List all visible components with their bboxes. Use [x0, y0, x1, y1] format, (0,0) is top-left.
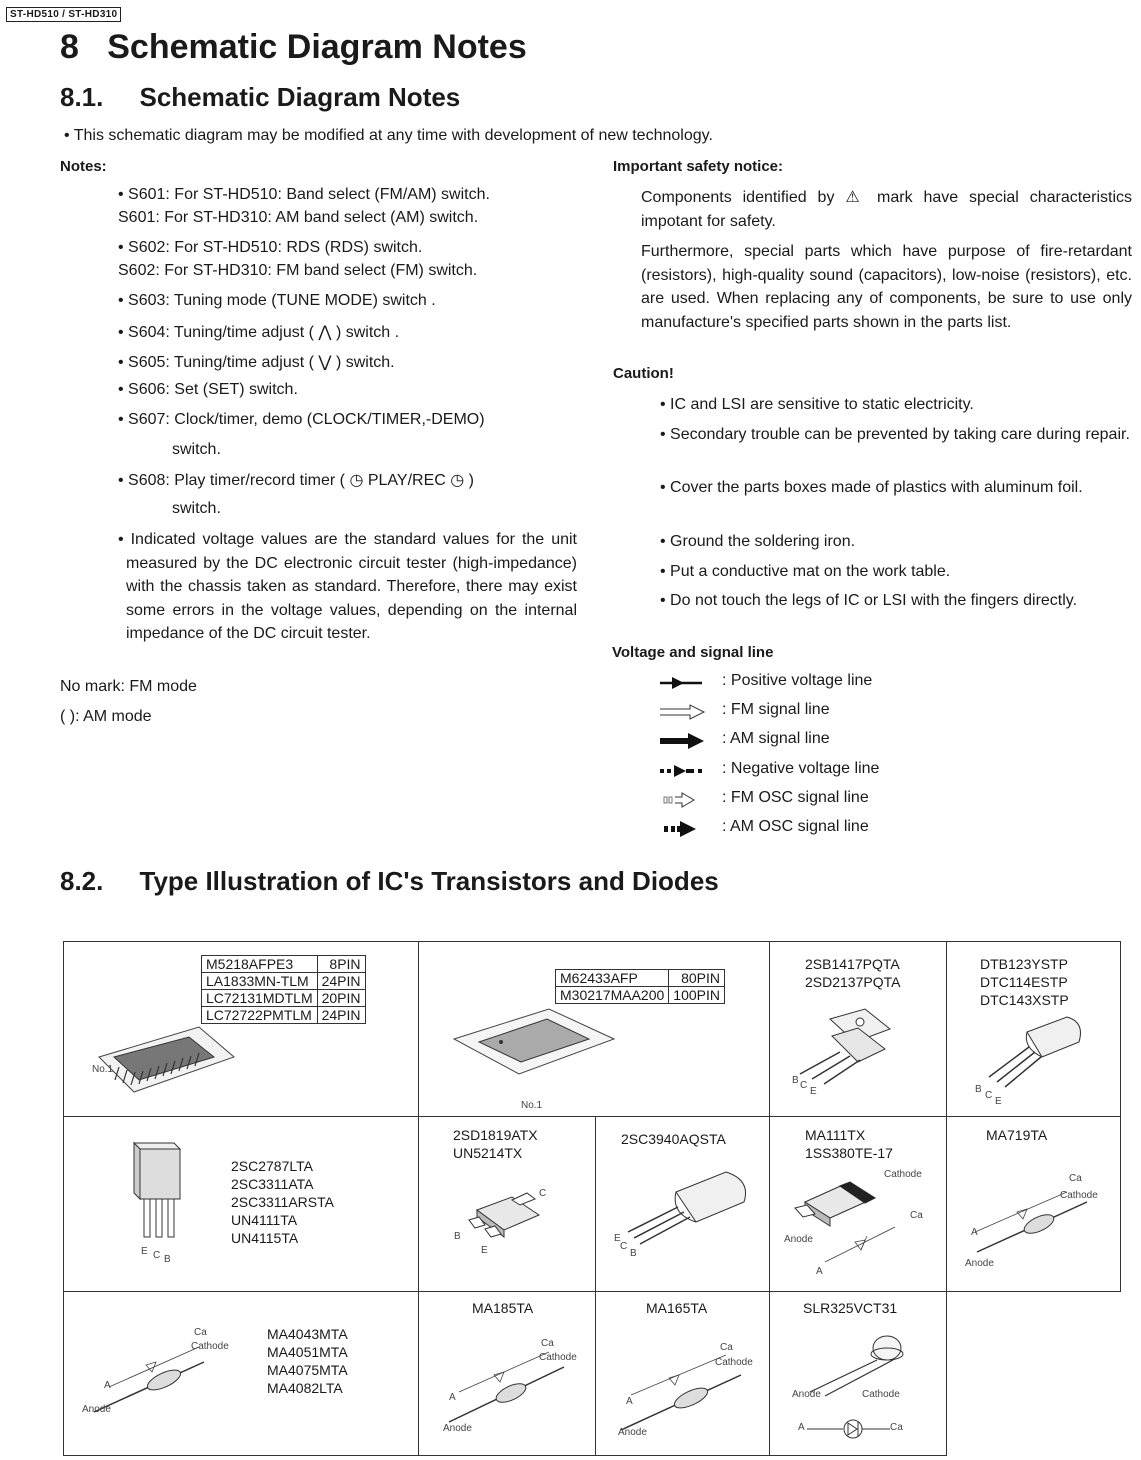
cathode-label: Cathode	[539, 1352, 577, 1363]
pin-e: E	[995, 1096, 1002, 1107]
pin-c: C	[985, 1090, 993, 1101]
note-s608-cont: switch.	[172, 500, 221, 517]
section-heading-8-2: 8.2. Type Illustration of IC's Transistors and Diodes	[60, 866, 719, 896]
ic-pins: 24PIN	[317, 973, 365, 990]
ic-table-2	[555, 969, 725, 1004]
pin-c: C	[153, 1250, 161, 1261]
part-list: MA4043MTA MA4051MTA MA4075MTA MA4082LTA	[267, 1326, 348, 1396]
cell-d5	[595, 1291, 770, 1456]
cathode-label: Cathode	[191, 1341, 229, 1352]
ic-pins: 24PIN	[317, 1007, 365, 1024]
note-s606: • S606: Set (SET) switch.	[118, 381, 298, 398]
caution-item: • Secondary trouble can be prevented by taking care during repair.	[660, 426, 1130, 443]
note-s601-hd510: • S601: For ST-HD510: Band select (FM/AM) switch.	[118, 186, 490, 203]
fm-signal-line-icon	[660, 703, 706, 721]
transistor-to92-illustration	[977, 1012, 1097, 1097]
anode-label: Anode	[443, 1423, 472, 1434]
pin-b: B	[630, 1248, 637, 1259]
ca-label: Ca	[890, 1422, 903, 1433]
cell-d3	[63, 1291, 419, 1456]
model-tag: ST-HD510 / ST-HD310	[6, 7, 121, 22]
part-list: MA719TA	[986, 1127, 1048, 1143]
caution-label: Caution!	[613, 365, 674, 382]
qfp-ic-illustration	[449, 1004, 619, 1104]
cell-ic-group-1	[63, 941, 419, 1117]
part-list: MA111TX 1SS380TE-17	[805, 1127, 893, 1161]
legend-label: : FM OSC signal line	[722, 789, 869, 806]
pin-b: B	[792, 1075, 799, 1086]
safety-paragraph-2: Furthermore, special parts which have purpose of fire-retardant (resistors), high-quality sound (capacitors), low-noise (resistors), etc. are used. When replacing any of components, be sure to use only manufacture's specified parts shown in the parts list.	[641, 243, 1132, 331]
section-heading-8-1: 8.1. Schematic Diagram Notes	[60, 82, 461, 112]
fm-osc-signal-line-icon	[660, 791, 706, 809]
anode-label: Anode	[618, 1427, 647, 1438]
cell-tr4	[418, 1116, 596, 1292]
part-list: 2SC3940AQSTA	[621, 1131, 726, 1147]
intro-text: • This schematic diagram may be modified at any time with development of new technology.	[64, 127, 713, 144]
cell-d6	[769, 1291, 947, 1456]
part-list: SLR325VCT31	[803, 1300, 898, 1316]
anode-label: Anode	[784, 1234, 813, 1245]
ic-part: LC72131MDTLM	[202, 990, 318, 1007]
ca-label: Ca	[720, 1342, 733, 1353]
negative-voltage-line-icon	[660, 762, 706, 780]
ic-part: LC72722PMTLM	[202, 1007, 318, 1024]
note-s602-hd310: S602: For ST-HD310: FM band select (FM) switch.	[118, 262, 478, 279]
ca-label: Ca	[541, 1338, 554, 1349]
note-s604: • S604: Tuning/time adjust ( ⋀ ) switch .	[118, 324, 400, 341]
table-row	[202, 1007, 366, 1024]
am-mode-note: ( ): AM mode	[60, 708, 152, 725]
notes-label: Notes:	[60, 158, 107, 175]
table-row	[556, 987, 725, 1004]
caution-item: • Do not touch the legs of IC or LSI with the fingers directly.	[660, 592, 1078, 609]
ic-pins: 80PIN	[669, 970, 725, 987]
part-list: 2SD1819ATX UN5214TX	[453, 1127, 538, 1161]
table-row	[202, 956, 366, 973]
cell-tr2	[946, 941, 1121, 1117]
caution-item: • IC and LSI are sensitive to static electricity.	[660, 396, 974, 413]
pin-c: C	[620, 1241, 628, 1252]
voltage-note: • Indicated voltage values are the standard values for the unit measured by the DC electronic circuit tester (high-impedance) with the chassis taken as standard. Therefore, there may exist some errors in the voltage values, depending on the internal impedance of the DC circuit tester.	[118, 531, 577, 642]
legend-label: : Positive voltage line	[722, 672, 873, 689]
transistor-power-illustration	[790, 1004, 910, 1094]
anode-label: Anode	[792, 1389, 821, 1400]
pin-b: B	[975, 1084, 982, 1095]
anode-label: Anode	[82, 1404, 111, 1415]
pin-b: B	[164, 1254, 171, 1265]
cathode-label: Cathode	[862, 1389, 900, 1400]
pin-1-label: No.1	[521, 1100, 543, 1111]
caution-item: • Ground the soldering iron.	[660, 533, 856, 550]
a-label: A	[104, 1380, 111, 1391]
caution-item: • Cover the parts boxes made of plastics with aluminum foil.	[660, 479, 1083, 496]
diode-smd-illustration	[785, 1172, 935, 1282]
cell-tr5	[595, 1116, 770, 1292]
pin-e: E	[810, 1086, 817, 1097]
ca-label: Ca	[194, 1327, 207, 1338]
cell-d4	[418, 1291, 596, 1456]
ic-part: M5218AFPE3	[202, 956, 318, 973]
note-s607: • S607: Clock/timer, demo (CLOCK/TIMER,-DEMO)	[118, 411, 485, 428]
cell-d1	[769, 1116, 947, 1292]
safety-label: Important safety notice:	[613, 158, 784, 175]
cell-tr1	[769, 941, 947, 1117]
a-label: A	[449, 1392, 456, 1403]
legend-label: : FM signal line	[722, 701, 830, 718]
a-label: A	[971, 1227, 978, 1238]
legend-label: : AM OSC signal line	[722, 818, 869, 835]
a-label: A	[798, 1422, 805, 1433]
pin-e: E	[481, 1245, 488, 1256]
no-mark-note: No mark: FM mode	[60, 678, 197, 695]
ic-pins: 20PIN	[317, 990, 365, 1007]
note-s608: • S608: Play timer/record timer ( ◷ PLAY/REC ◷ )	[118, 472, 474, 489]
safety-paragraph-1: Components identified by ⚠ mark have special characteristics impotant for safety.	[641, 189, 1132, 230]
ic-pins: 100PIN	[669, 987, 725, 1004]
ic-part: M30217MAA200	[556, 987, 669, 1004]
am-signal-line-icon	[660, 732, 706, 750]
pin-c: C	[539, 1188, 547, 1199]
ic-part: M62433AFP	[556, 970, 669, 987]
ic-pins: 8PIN	[317, 956, 365, 973]
part-list: 2SC2787LTA 2SC3311ATA 2SC3311ARSTA UN4111TA UN4115TA	[231, 1158, 334, 1246]
cathode-label: Cathode	[884, 1169, 922, 1180]
ic-part: LA1833MN-TLM	[202, 973, 318, 990]
sop-ic-illustration	[89, 1022, 239, 1102]
am-osc-signal-line-icon	[660, 820, 706, 838]
ca-label: Ca	[1069, 1173, 1082, 1184]
positive-voltage-line-icon	[660, 674, 702, 692]
ic-table-1	[201, 955, 366, 1024]
a-label: A	[816, 1266, 823, 1277]
note-s602-hd510: • S602: For ST-HD510: RDS (RDS) switch.	[118, 239, 423, 256]
cell-ic-group-2	[418, 941, 770, 1117]
note-s603: • S603: Tuning mode (TUNE MODE) switch .	[118, 292, 436, 309]
page-title: 8 Schematic Diagram Notes	[60, 28, 527, 66]
part-list: DTB123YSTP DTC114ESTP DTC143XSTP	[980, 956, 1069, 1008]
a-label: A	[626, 1396, 633, 1407]
legend-label: : Negative voltage line	[722, 760, 880, 777]
table-row	[202, 990, 366, 1007]
pin-c: C	[800, 1080, 808, 1091]
caution-item: • Put a conductive mat on the work table.	[660, 563, 951, 580]
cell-d2	[946, 1116, 1121, 1292]
note-s601-hd310: S601: For ST-HD310: AM band select (AM) switch.	[118, 209, 479, 226]
pin-b: B	[454, 1231, 461, 1242]
pin-e: E	[614, 1233, 621, 1244]
cathode-label: Cathode	[715, 1357, 753, 1368]
part-list: MA165TA	[646, 1300, 708, 1316]
table-row	[202, 973, 366, 990]
cell-tr3	[63, 1116, 419, 1292]
transistor-flat-illustration	[126, 1139, 196, 1259]
legend-label: : AM signal line	[722, 730, 830, 747]
table-row	[556, 970, 725, 987]
anode-label: Anode	[965, 1258, 994, 1269]
pin-e: E	[141, 1246, 148, 1257]
transistor-to92l-illustration	[616, 1162, 766, 1252]
ca-label: Ca	[910, 1210, 923, 1221]
cathode-label: Cathode	[1060, 1190, 1098, 1201]
note-s607-cont: switch.	[172, 441, 221, 458]
part-list: 2SB1417PQTA 2SD2137PQTA	[805, 956, 901, 990]
voltage-signal-label: Voltage and signal line	[612, 644, 774, 661]
part-list: MA185TA	[472, 1300, 534, 1316]
pin-1-label: No.1	[92, 1064, 114, 1075]
note-s605: • S605: Tuning/time adjust ( ⋁ ) switch.	[118, 354, 395, 371]
